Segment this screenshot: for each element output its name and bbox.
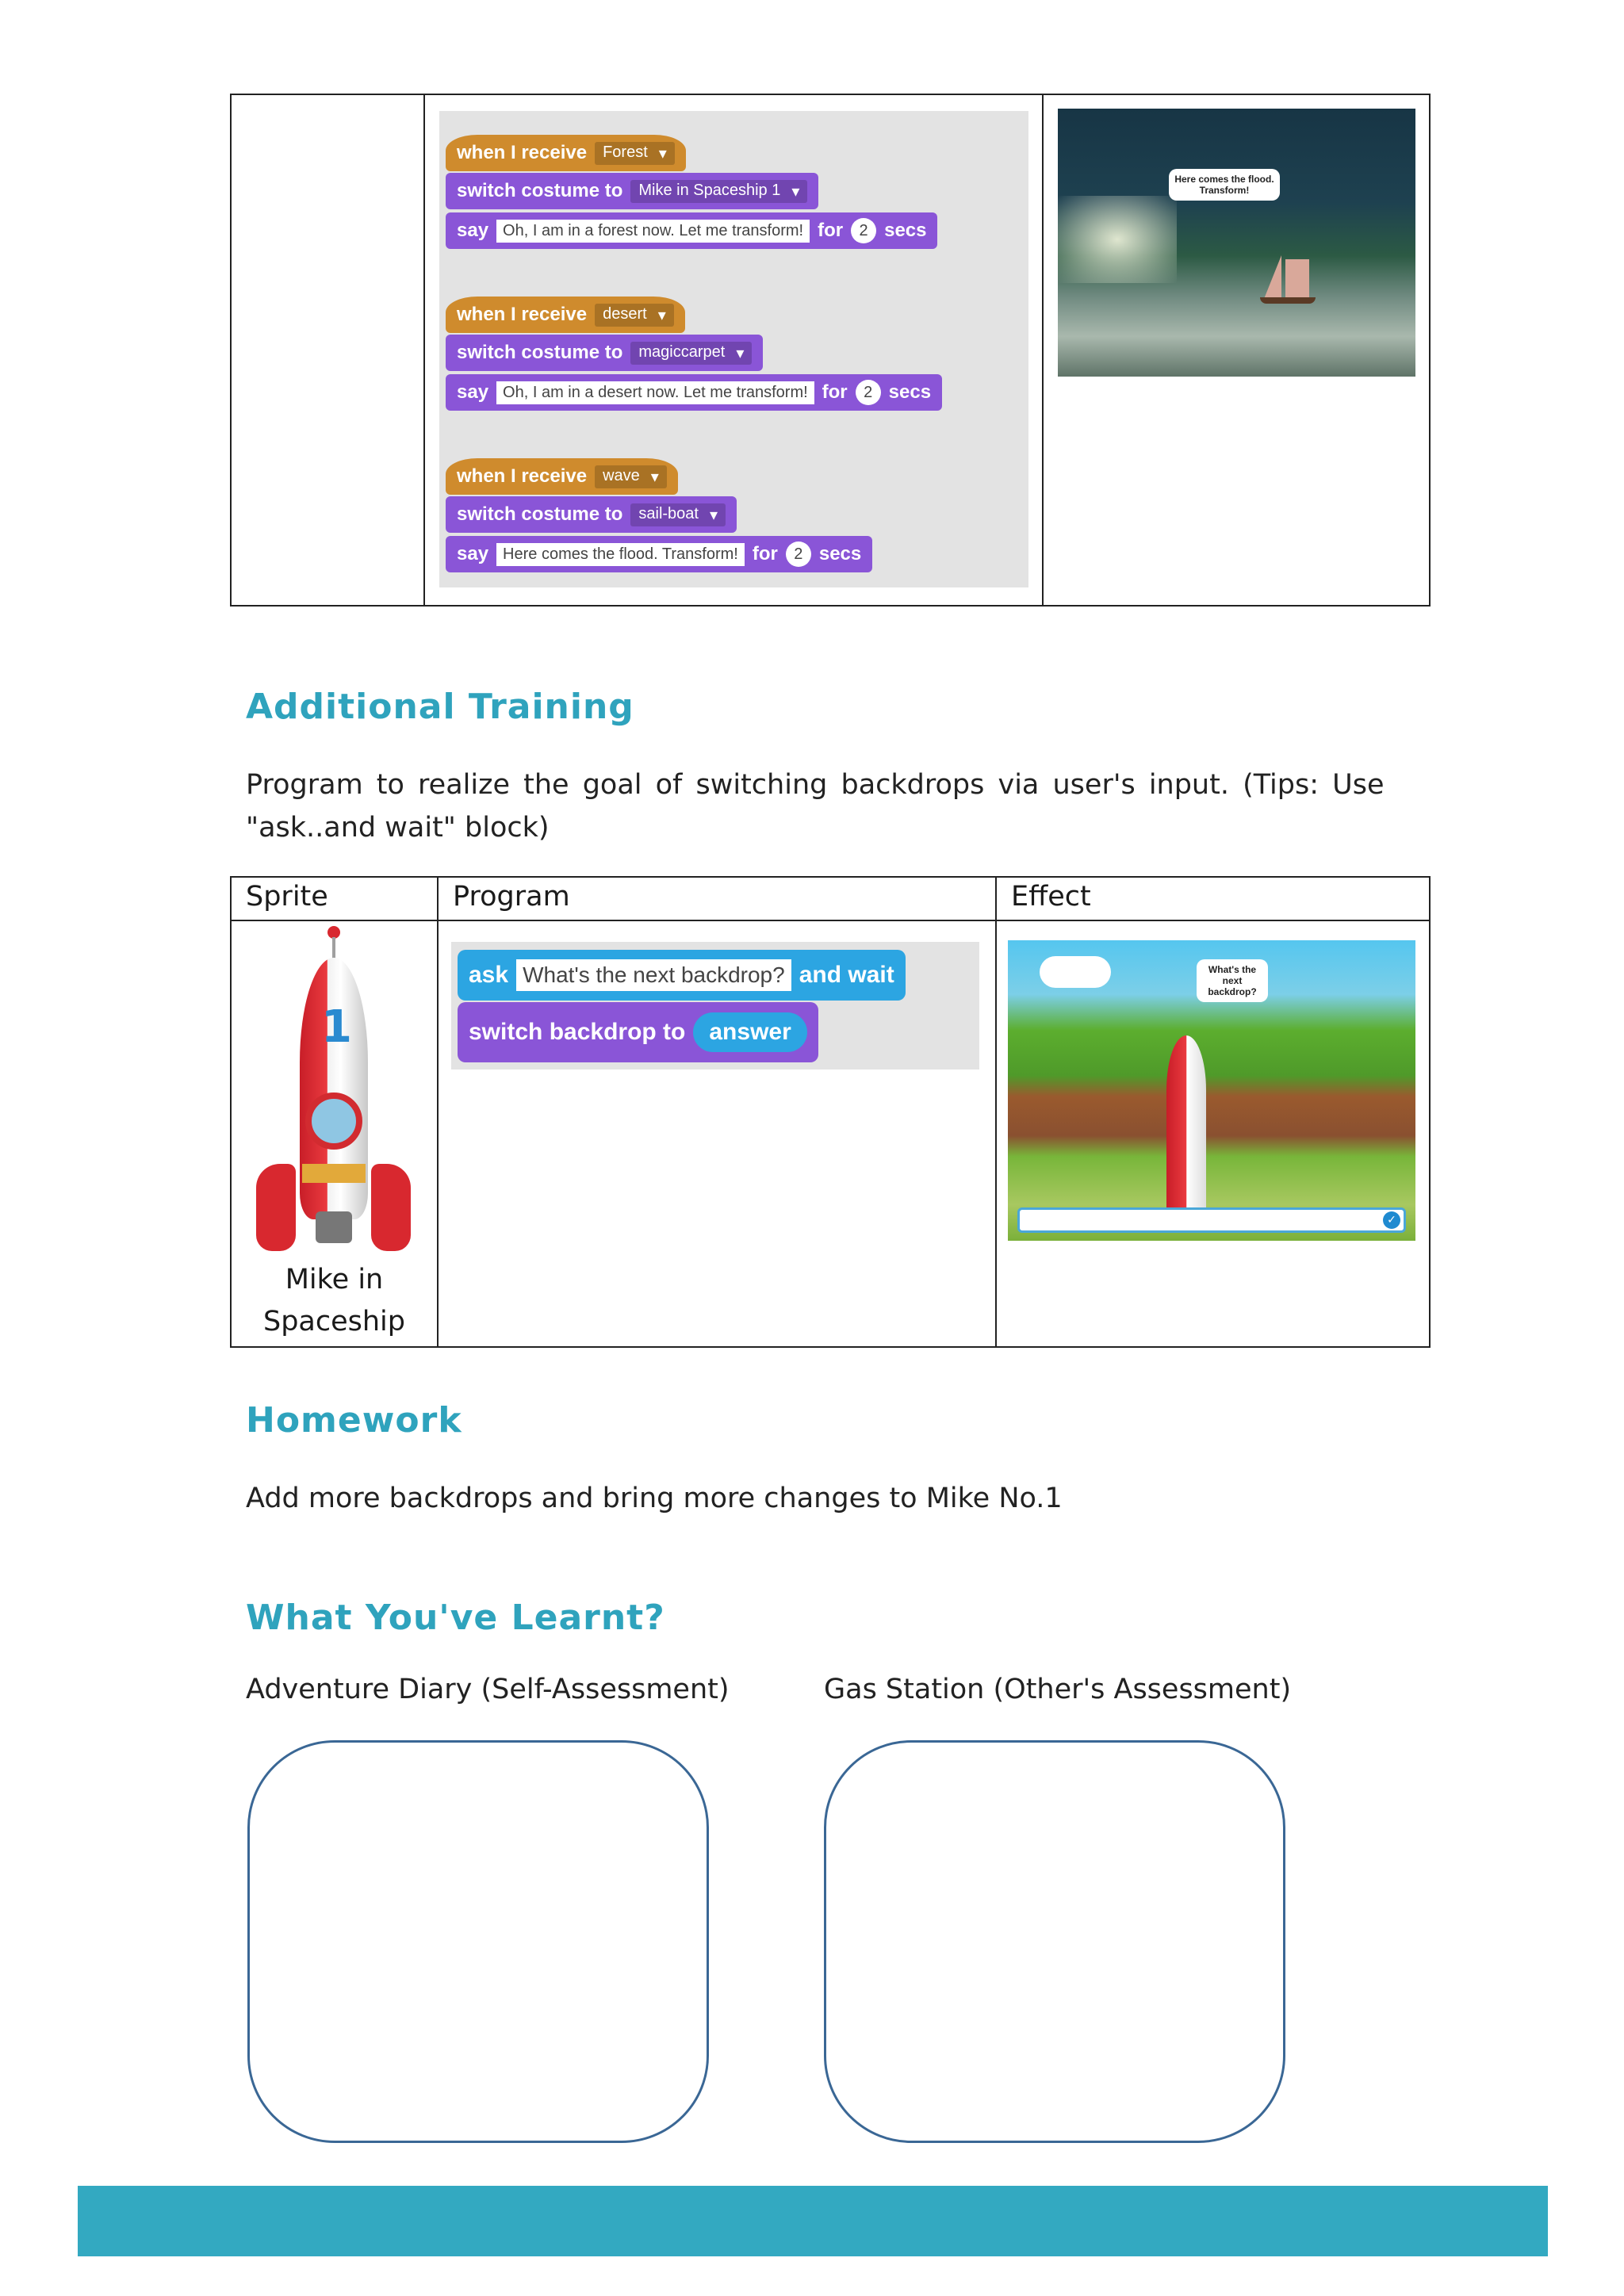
additional-training-heading: Additional Training bbox=[246, 687, 634, 727]
hat-keyword: when I receive bbox=[457, 465, 588, 487]
answer-reporter[interactable]: answer bbox=[693, 1012, 806, 1052]
say-for-secs-block[interactable] bbox=[446, 536, 872, 572]
answer-input-bar[interactable] bbox=[1017, 1207, 1406, 1233]
switch-costume-keyword: switch costume to bbox=[457, 503, 623, 525]
say-keyword: say bbox=[457, 220, 489, 241]
switch-costume-block[interactable] bbox=[446, 496, 737, 533]
switch-costume-keyword: switch costume to bbox=[457, 180, 623, 201]
switch-backdrop-block[interactable] bbox=[458, 1002, 818, 1062]
forest-effect-image bbox=[1008, 940, 1415, 1241]
table2-header-sprite: Sprite bbox=[230, 876, 439, 921]
self-assessment-box[interactable] bbox=[247, 1740, 709, 2143]
wave-effect-image bbox=[1058, 109, 1415, 377]
hat-keyword: when I receive bbox=[457, 304, 588, 325]
message-dropdown[interactable] bbox=[595, 304, 674, 327]
additional-training-line1: Program to realize the goal of switching backdrops via user's input. (Tips: Use bbox=[246, 769, 1385, 801]
when-i-receive-block[interactable] bbox=[446, 135, 686, 171]
message-value: wave bbox=[603, 466, 640, 484]
when-i-receive-block[interactable] bbox=[446, 297, 685, 333]
self-assessment-label: Adventure Diary (Self-Assessment) bbox=[246, 1674, 730, 1705]
dropdown-arrow-icon: ▾ bbox=[709, 506, 718, 524]
sailboat bbox=[1260, 251, 1316, 307]
effect1-speech-bubble: Here comes the flood. Transform! bbox=[1169, 169, 1280, 201]
dropdown-arrow-icon: ▾ bbox=[791, 182, 800, 201]
switch-costume-keyword: switch costume to bbox=[457, 342, 623, 363]
ask-and-wait-block[interactable] bbox=[458, 950, 906, 1001]
secs-input[interactable]: 2 bbox=[786, 541, 811, 567]
costume-value: sail-boat bbox=[638, 504, 699, 522]
ask-question-input[interactable]: What's the next backdrop? bbox=[516, 959, 791, 991]
dropdown-arrow-icon: ▾ bbox=[650, 468, 659, 486]
for-keyword: for bbox=[752, 543, 778, 564]
secs-keyword: secs bbox=[818, 543, 862, 564]
sprite-name-line1: Mike in bbox=[285, 1264, 384, 1295]
switch-backdrop-keyword: switch backdrop to bbox=[469, 1019, 686, 1045]
footer-bar bbox=[78, 2186, 1548, 2256]
costume-dropdown[interactable] bbox=[630, 342, 752, 365]
and-wait-keyword: and wait bbox=[799, 962, 894, 988]
table1-cell-sprite bbox=[230, 94, 425, 607]
say-text-input[interactable]: Here comes the flood. Transform! bbox=[496, 543, 745, 566]
homework-heading: Homework bbox=[246, 1400, 462, 1441]
dropdown-arrow-icon: ▾ bbox=[657, 306, 666, 324]
table2-header-program: Program bbox=[437, 876, 997, 921]
message-dropdown[interactable] bbox=[595, 465, 667, 488]
secs-input[interactable]: 2 bbox=[856, 380, 881, 405]
dropdown-arrow-icon: ▾ bbox=[736, 344, 745, 362]
other-assessment-box[interactable] bbox=[824, 1740, 1285, 2143]
say-keyword: say bbox=[457, 543, 489, 564]
additional-training-line2: "ask..and wait" block) bbox=[246, 812, 550, 844]
say-text-input[interactable]: Oh, I am in a desert now. Let me transform! bbox=[496, 381, 814, 404]
secs-input[interactable]: 2 bbox=[851, 218, 876, 243]
ask-keyword: ask bbox=[469, 962, 509, 988]
learnt-heading: What You've Learnt? bbox=[246, 1598, 665, 1638]
secs-keyword: secs bbox=[888, 381, 932, 403]
say-for-secs-block[interactable] bbox=[446, 212, 937, 249]
homework-text: Add more backdrops and bring more changes to Mike No.1 bbox=[246, 1483, 1063, 1514]
switch-costume-block[interactable] bbox=[446, 173, 818, 209]
wave-crest bbox=[1058, 196, 1177, 283]
costume-value: magiccarpet bbox=[638, 342, 726, 361]
say-text-input[interactable]: Oh, I am in a forest now. Let me transform! bbox=[496, 220, 810, 243]
message-value: Forest bbox=[603, 143, 648, 161]
scratch-script-area bbox=[439, 111, 1028, 587]
costume-value: Mike in Spaceship 1 bbox=[638, 181, 781, 199]
rocket-number: 1 bbox=[321, 1001, 352, 1053]
for-keyword: for bbox=[822, 381, 848, 403]
say-keyword: say bbox=[457, 381, 489, 403]
check-icon[interactable]: ✓ bbox=[1383, 1211, 1400, 1229]
other-assessment-label: Gas Station (Other's Assessment) bbox=[824, 1674, 1292, 1705]
effect2-speech-bubble: What's the next backdrop? bbox=[1197, 959, 1268, 1002]
costume-dropdown[interactable] bbox=[630, 503, 726, 526]
hat-keyword: when I receive bbox=[457, 142, 588, 163]
message-value: desert bbox=[603, 304, 647, 323]
costume-dropdown[interactable] bbox=[630, 180, 807, 203]
message-dropdown[interactable] bbox=[595, 142, 675, 165]
secs-keyword: secs bbox=[884, 220, 927, 241]
when-i-receive-block[interactable] bbox=[446, 458, 678, 495]
table2-header-effect: Effect bbox=[995, 876, 1431, 921]
sprite-name-line2: Spaceship bbox=[262, 1306, 406, 1337]
dropdown-arrow-icon: ▾ bbox=[658, 144, 667, 163]
say-for-secs-block[interactable] bbox=[446, 374, 942, 411]
rocket-sprite bbox=[256, 926, 411, 1256]
switch-costume-block[interactable] bbox=[446, 335, 763, 371]
for-keyword: for bbox=[818, 220, 844, 241]
program-script-area bbox=[451, 942, 979, 1070]
